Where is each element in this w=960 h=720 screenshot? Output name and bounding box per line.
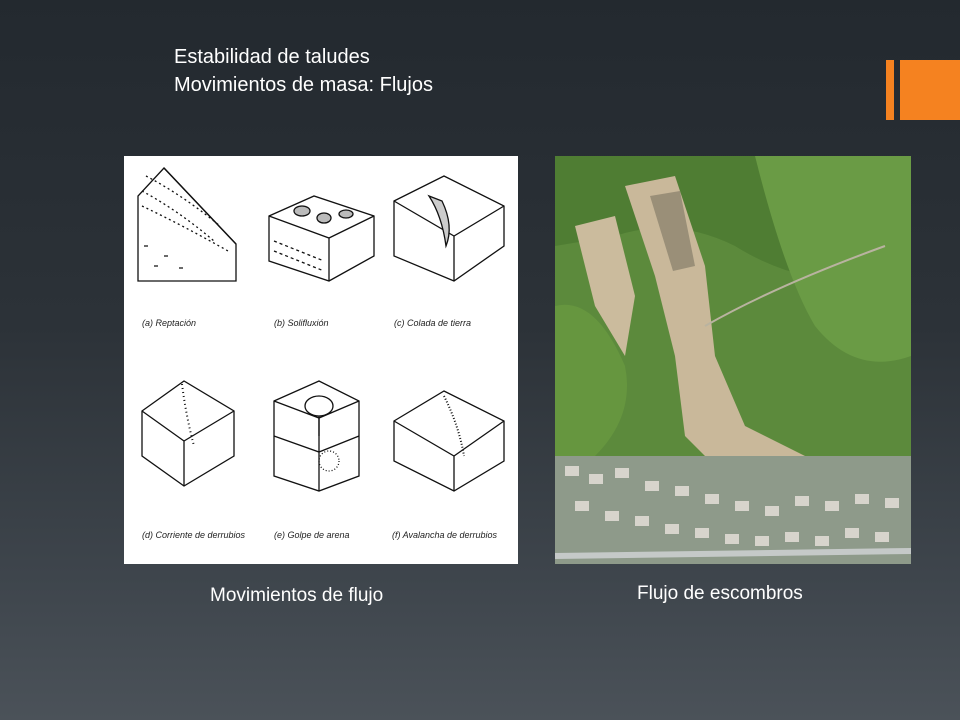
title-line-2: Movimientos de masa: Flujos — [174, 74, 433, 96]
label-f: (f) Avalancha de derrubios — [392, 530, 498, 540]
slide-title — [174, 43, 433, 99]
debris-flow-photo — [555, 156, 911, 564]
diagram-sand-run — [274, 381, 359, 491]
diagram-debris-avalanche — [394, 391, 504, 491]
left-figure-caption: Movimientos de flujo — [210, 585, 384, 606]
label-e: (e) Golpe de arena — [274, 530, 350, 540]
diagram-creep — [138, 168, 236, 281]
label-a: (a) Reptación — [142, 318, 197, 328]
diagram-debris-flow — [142, 381, 234, 486]
flow-diagrams-figure — [124, 156, 518, 564]
accent-bar-thin — [886, 60, 894, 120]
label-b: (b) Solifluxión — [274, 318, 329, 328]
label-c: (c) Colada de tierra — [394, 318, 472, 328]
title-line-1: Estabilidad de taludes — [174, 46, 370, 68]
label-d: (d) Corriente de derrubios — [142, 530, 246, 540]
accent-bar-thick — [900, 60, 960, 120]
diagram-earthflow — [394, 176, 504, 281]
right-figure-caption: Flujo de escombros — [637, 583, 803, 604]
diagram-solifluction — [269, 196, 374, 281]
